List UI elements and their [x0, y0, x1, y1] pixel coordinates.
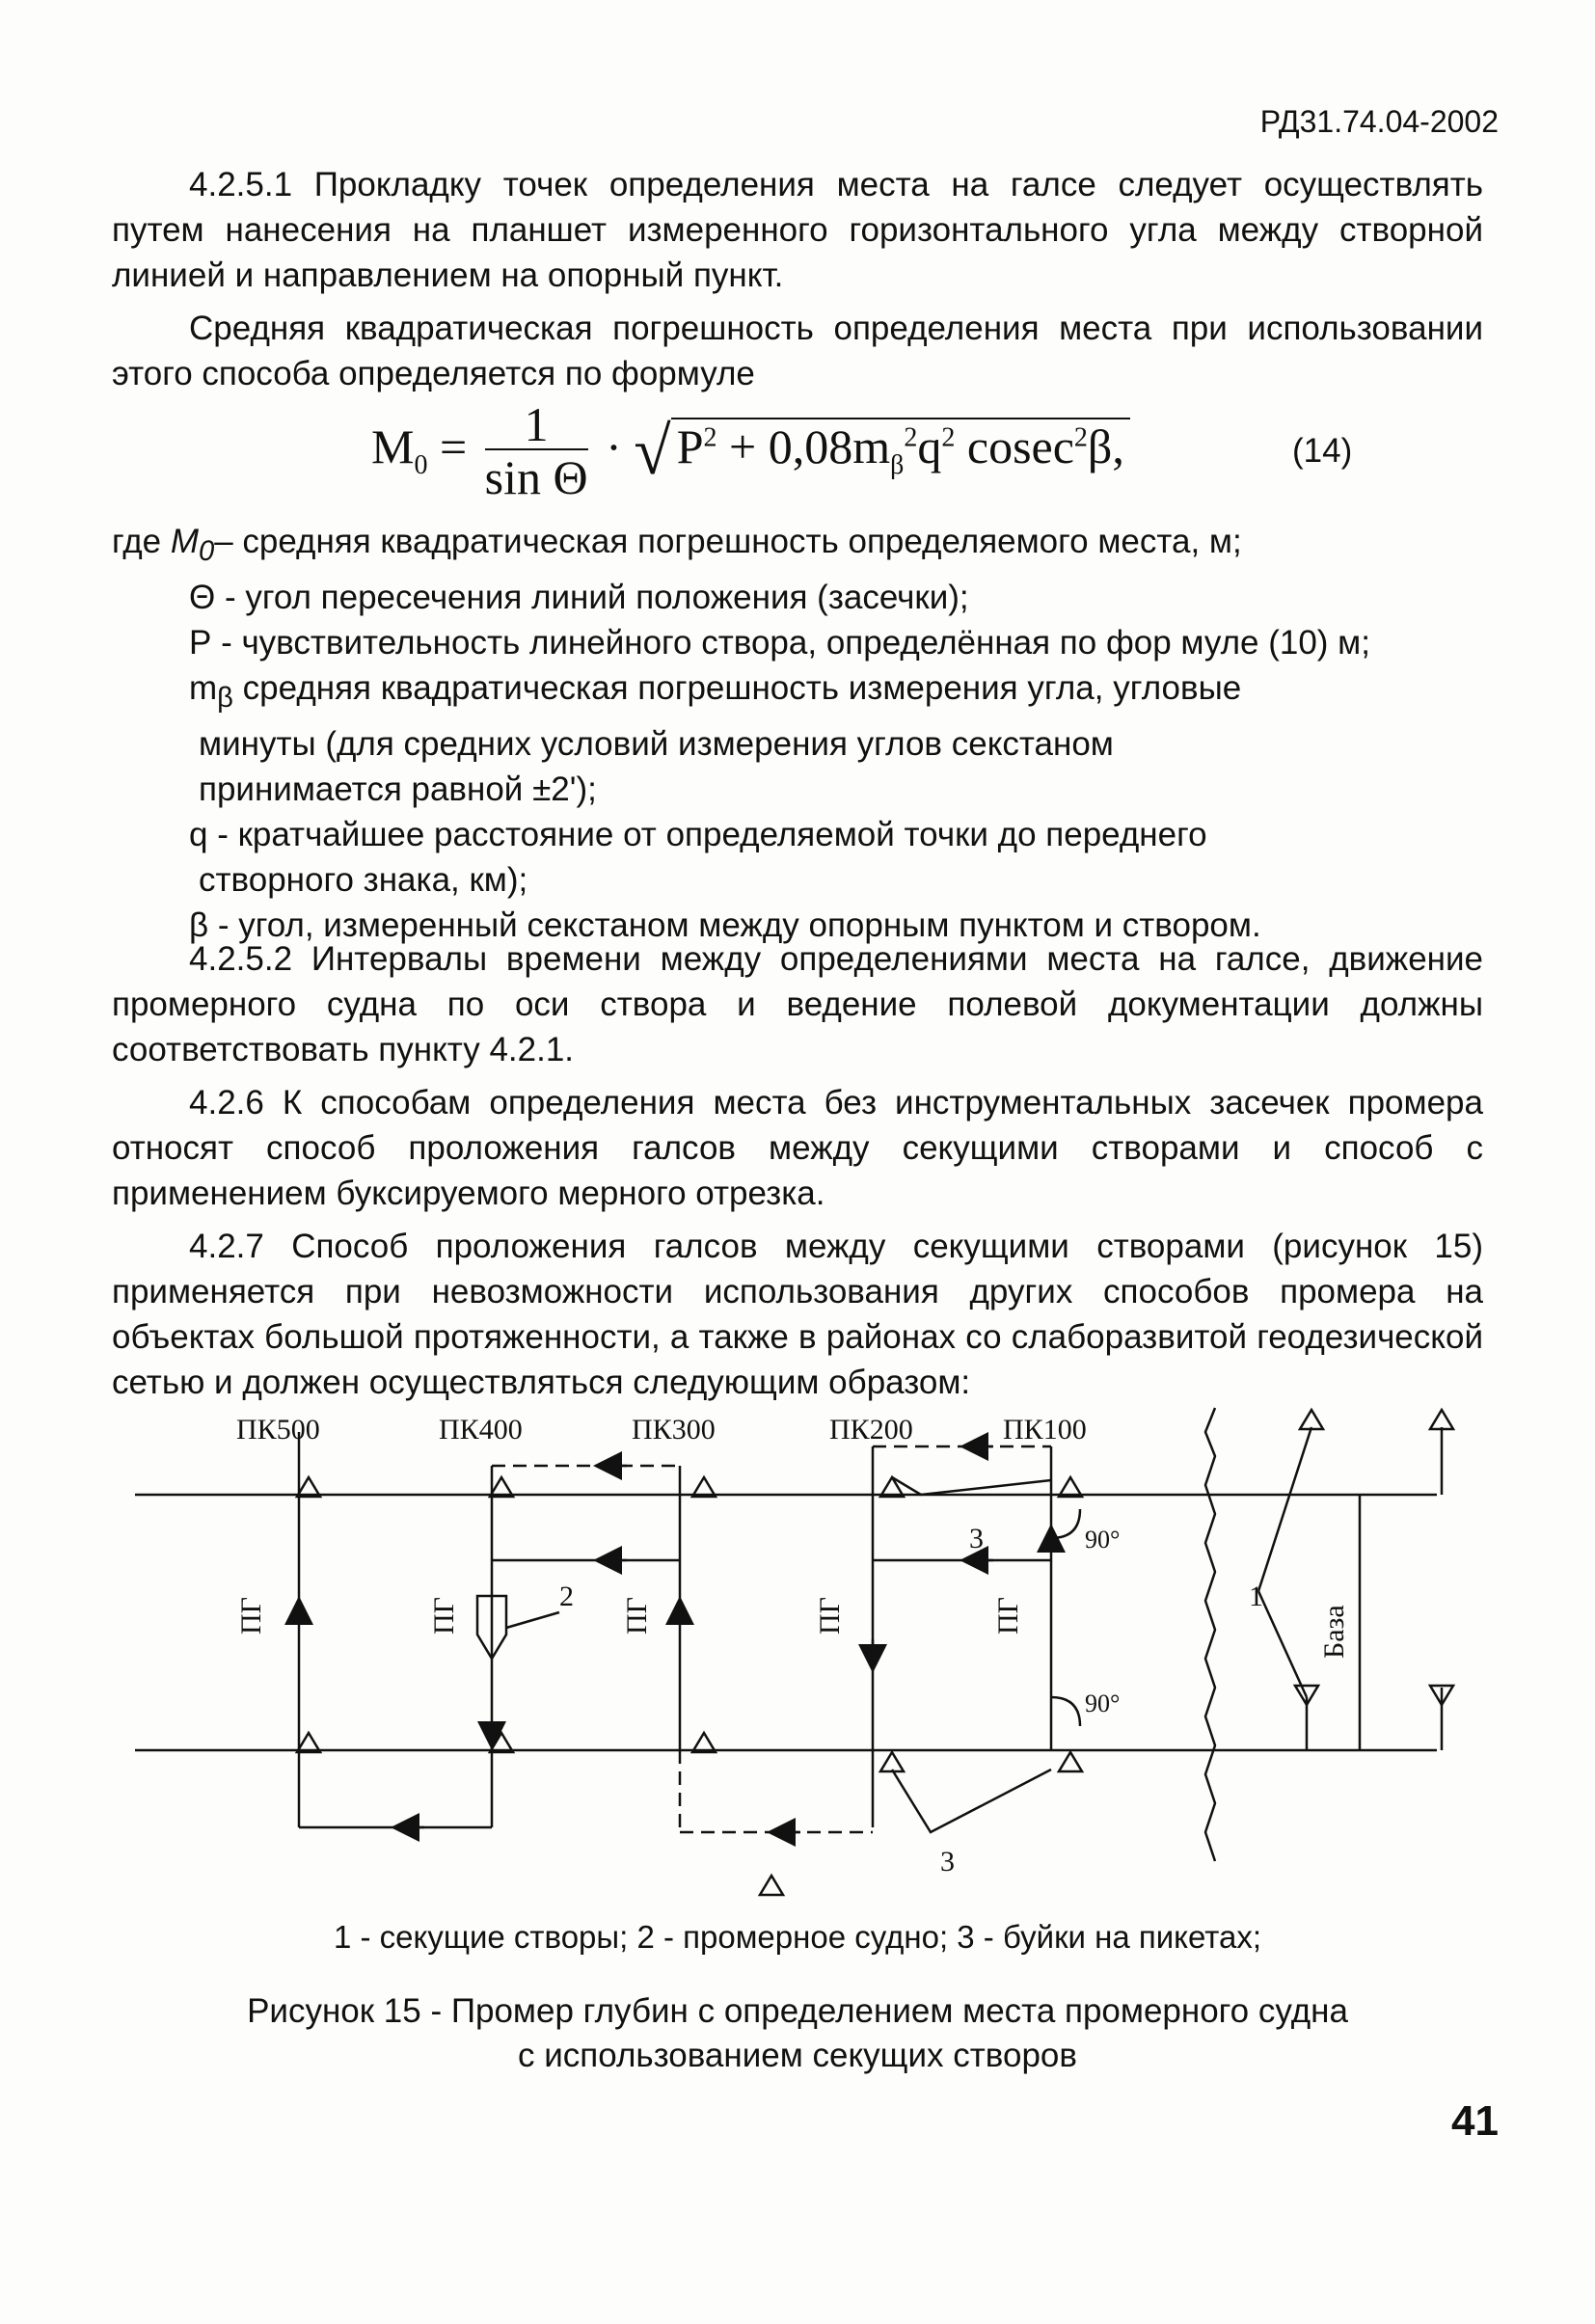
pk-300-label: ПК300 [632, 1414, 716, 1446]
baza-label: База [1318, 1605, 1350, 1659]
pk-100-label: ПК100 [1003, 1414, 1087, 1446]
label-1: 1 [1249, 1581, 1263, 1612]
def-theta: Θ - угол пересечения линий положения (засечки); [189, 579, 969, 616]
sqrt-sign: √ [634, 415, 671, 489]
def-q: q - кратчайшее расстояние от определяемой точки до переднего [189, 816, 1207, 853]
angle-label-bottom: 90° [1085, 1689, 1121, 1717]
figure-title-line1: Рисунок 15 - Промер глубин с определением места промерного судна [247, 1992, 1348, 2030]
body-paragraphs [112, 936, 1483, 1405]
formula-lhs: $M_0$ [371, 419, 428, 481]
def-beta: β - угол, измеренный секстаном между опорным пунктом и створом. [189, 906, 1261, 944]
document-code: РД31.74.04-2002 [1259, 104, 1499, 139]
definitions [112, 519, 1483, 948]
def-mb: $m_\beta$ средняя квадратическая погрешность измерения угла, угловые [189, 669, 1242, 714]
equation-number: (14) [1292, 432, 1353, 470]
angle-label-top: 90° [1085, 1526, 1121, 1554]
shoreline [1205, 1408, 1215, 1861]
paragraph-4-2-5-2: 4.2.5.2 Интервалы времени между определениями места на галсе, движение промерного судна по оси створа и ведение полевой документации должны соответствовать пункту 4.2.1. [112, 940, 1483, 1068]
formula-14: $M_0$ = $\frac{1}{\text{sin Θ}}$ · √ $P^2 + 0,08m_\beta^2q^2$ cosec$^2$β, [371, 400, 1130, 504]
paragraph-4-2-6: 4.2.6 К способам определения места без инструментальных засечек промера относят способ проложения галсов между секущими створами и способ с применением буксируемого мерного отрезка. [112, 1084, 1483, 1212]
def-mb-line2: минуты (для средних условий измерения углов секстаном [199, 725, 1114, 763]
page-number: 41 [1451, 2097, 1499, 2145]
def-mb-line3: принимается равной ±2'); [199, 770, 597, 808]
label-3-top: 3 [969, 1523, 984, 1554]
def-p: Р - чувствительность линейного створа, определённая по фор муле (10) м; [189, 624, 1370, 662]
track-label-1: ПГ [235, 1596, 267, 1635]
paragraph-formula-intro: Средняя квадратическая погрешность определения места при использовании этого способа определяется по формуле [112, 310, 1483, 392]
pk-500-label: ПК500 [236, 1414, 320, 1446]
track-label-5: ПГ [992, 1596, 1024, 1635]
pk-400-label: ПК400 [439, 1414, 523, 1446]
formula-fraction: $\frac{1}{\text{sin Θ}}$ [484, 397, 588, 504]
track-label-2: ПГ [428, 1596, 460, 1635]
label-2: 2 [559, 1581, 574, 1612]
paragraph-4-2-5-1: 4.2.5.1 Прокладку точек определения места на галсе следует осуществлять путем нанесения на планшет измеренного горизонтального угла между створной линией и направлением на опорный пункт. [112, 166, 1483, 294]
def-q-line2: створного знака, км); [199, 861, 528, 899]
def-m0: где $M_0-$ средняя квадратическая погрешность определяемого места, м; [112, 523, 1242, 567]
track-label-3: ПГ [621, 1596, 653, 1635]
label-3-bottom: 3 [940, 1846, 955, 1878]
pk-200-label: ПК200 [829, 1414, 913, 1446]
paragraph-4-2-7: 4.2.7 Способ проложения галсов между секущими створами (рисунок 15) применяется при невозможности использования других способов промера на объектах большой протяженности, а также в районах со слаборазвитой геодезической сетью и должен осуществляться следующим образом: [112, 1228, 1483, 1401]
figure-15-diagram [106, 1389, 1495, 1909]
intro-paragraphs [112, 162, 1483, 396]
formula-radicand: $P^2 + 0,08m_\beta^2q^2$ cosec$^2$β, [671, 418, 1130, 473]
figure-legend: 1 - секущие створы; 2 - промерное судно; 3 - буйки на пикетах; [333, 1919, 1261, 1955]
figure-title-line2: с использованием секущих створов [518, 2037, 1077, 2074]
track-label-4: ПГ [814, 1596, 846, 1635]
